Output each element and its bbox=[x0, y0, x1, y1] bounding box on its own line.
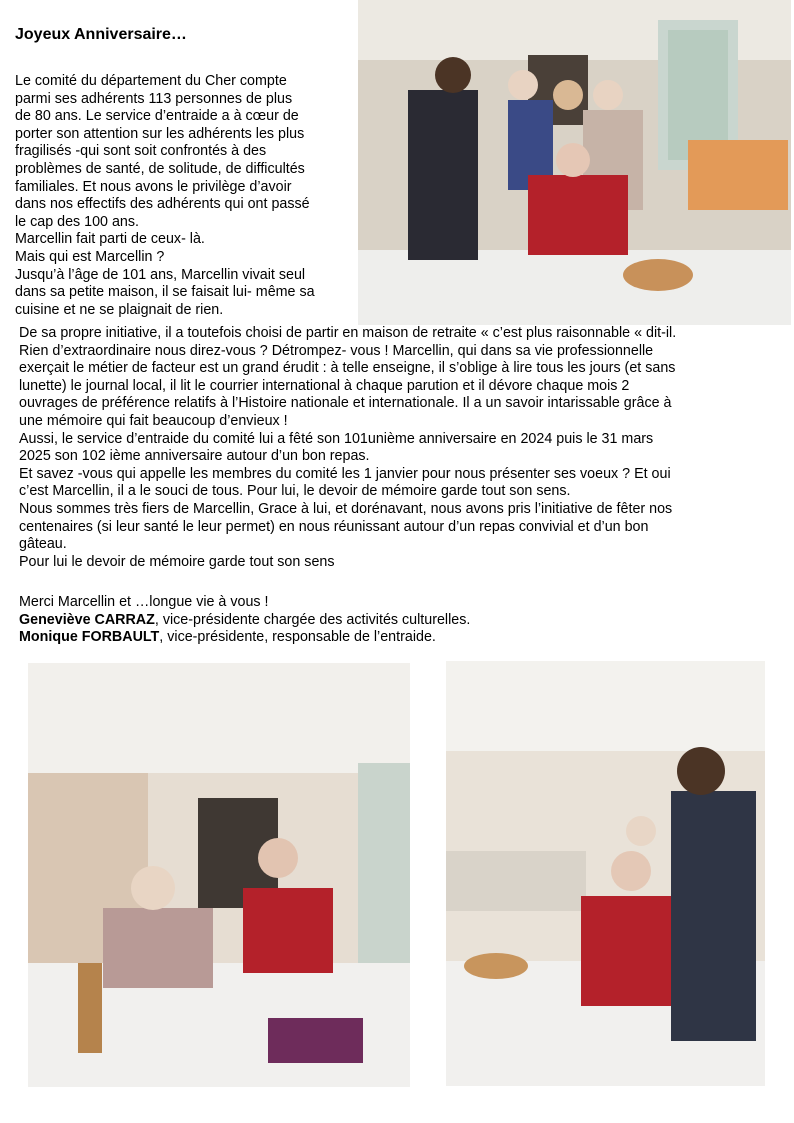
photo-standing bbox=[446, 661, 765, 1086]
body-line: gâteau. bbox=[19, 536, 67, 553]
intro-line: dans sa petite maison, il se faisait lui- même sa bbox=[15, 284, 315, 301]
body-line: 2025 son 102 ième anniversaire autour d’un bon repas. bbox=[19, 448, 370, 465]
intro-paragraph bbox=[15, 73, 360, 319]
body-line: c’est Marcellin, il a le souci de tous. Pour lui, le devoir de mémoire garde tout son sens. bbox=[19, 483, 571, 500]
body-line: De sa propre initiative, il a toutefois choisi de partir en maison de retraite « c’est plus raisonnable « dit-il. bbox=[19, 325, 677, 341]
intro-line: dans nos effectifs des adhérents qui ont passé bbox=[15, 196, 310, 213]
signer-role: , vice-présidente, responsable de l’entraide. bbox=[159, 629, 436, 646]
signature-line bbox=[19, 629, 470, 647]
intro-line: familiales. Et nous avons le privilège d’avoir bbox=[15, 178, 292, 195]
body-line: Et savez -vous qui appelle les membres du comité les 1 janvier pour nous présenter ses voeux ? Et oui bbox=[19, 465, 671, 482]
signature-line bbox=[19, 612, 470, 630]
body-line: centenaires (si leur santé le leur permet) en nous réunissant autour d’un repas convivial et d’un bon bbox=[19, 518, 649, 535]
intro-line: cuisine et ne se plaignait de rien. bbox=[15, 301, 224, 318]
intro-line: Marcellin fait parti de ceux- là. bbox=[15, 231, 205, 248]
intro-line: porter son attention sur les adhérents les plus bbox=[15, 125, 305, 142]
body-line: ouvrages de préférence relatifs à l’Histoire nationale et internationale. Il a un savoir intarissable grâce à bbox=[19, 395, 672, 412]
body-line: Aussi, le service d’entraide du comité lui a fêté son 101unième anniversaire en 2024 puis le 31 mars bbox=[19, 430, 654, 447]
signature-block bbox=[19, 594, 470, 647]
body-line: Rien d’extraordinaire nous direz-vous ? Détrompez- vous ! Marcellin, qui dans sa vie professionnelle bbox=[19, 342, 654, 359]
intro-line: problèmes de santé, de solitude, de difficultés bbox=[15, 160, 305, 177]
body-line: Pour lui le devoir de mémoire garde tout son sens bbox=[19, 553, 335, 570]
body-line: une mémoire qui fait beaucoup d’envieux ! bbox=[19, 412, 288, 429]
intro-line: Le comité du département du Cher compte bbox=[15, 73, 287, 89]
body-line: Nous sommes très fiers de Marcellin, Grace à lui, et dorénavant, nous avons pris l’initiative de fêter nos bbox=[19, 500, 673, 517]
intro-line: parmi ses adhérents 113 personnes de plus bbox=[15, 90, 293, 107]
body-line: lunette) le journal local, il lit le courrier international à chaque parution et il dévore chaque mois 2 bbox=[19, 377, 630, 394]
group-photo-top bbox=[358, 0, 791, 325]
intro-line: Mais qui est Marcellin ? bbox=[15, 248, 165, 265]
signer-name: Monique FORBAULT bbox=[19, 629, 160, 646]
photo-conversation bbox=[28, 663, 410, 1087]
intro-line: le cap des 100 ans. bbox=[15, 213, 139, 230]
article-title: Joyeux Anniversaire… bbox=[15, 26, 187, 43]
intro-line: de 80 ans. Le service d’entraide a à cœur de bbox=[15, 108, 299, 125]
signer-name: Geneviève CARRAZ bbox=[19, 611, 155, 628]
intro-line: fragilisés -qui sont soit confrontés à des bbox=[15, 143, 267, 160]
closing-line: Merci Marcellin et …longue vie à vous ! bbox=[19, 594, 269, 610]
signer-role: , vice-présidente chargée des activités culturelles. bbox=[154, 611, 471, 628]
main-paragraph bbox=[19, 325, 789, 571]
intro-line: Jusqu’à l’âge de 101 ans, Marcellin vivait seul bbox=[15, 266, 306, 283]
body-line: exerçait le métier de facteur est un grand érudit : à telle enseigne, il s’oblige à lire tous les jours (et sans bbox=[19, 360, 676, 377]
